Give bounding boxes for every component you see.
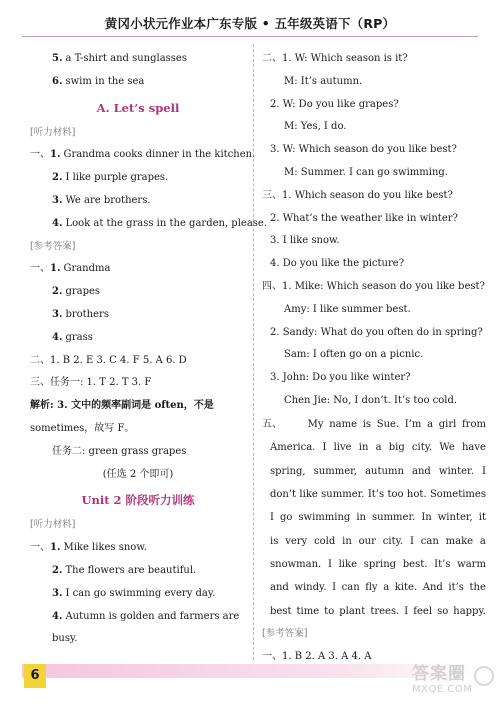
list-item: Sam: I often go on a picnic.: [284, 349, 424, 361]
list-item: M: It’s autumn.: [284, 75, 363, 87]
passage-word: I’m: [404, 418, 422, 430]
passage-row: and windy. I can fly a kite. And it’s the: [270, 582, 486, 594]
list-item: 三、1. Which season do you like best?: [262, 189, 453, 201]
answer-line-part2: 二、1. B 2. E 3. C 4. F 5. A 6. D: [30, 354, 187, 366]
answer-line-part3: 三、任务一: 1. T 2. T 3. F: [30, 377, 152, 389]
list-item: 6. swim in the sea: [52, 75, 145, 87]
page-number: 6: [24, 664, 46, 688]
passage-row: don’t like summer. It’s too hot. Sometimes: [270, 488, 486, 500]
list-item: 一、1. Grandma cooks dinner in the kitchen.: [30, 149, 256, 161]
passage-row: America. I live in a big city. We have: [270, 442, 486, 454]
passage-row: best time to plant trees. I feel so happy.: [270, 605, 486, 617]
list-item: M: Yes, I do.: [284, 121, 347, 133]
passage-word: name: [329, 418, 358, 430]
left-column: [30, 48, 268, 651]
passage-row: I go swimming in summer. In winter, it: [270, 512, 486, 524]
passage-word: from: [461, 418, 486, 430]
list-item: 3. I like snow.: [270, 235, 340, 247]
watermark-circle-icon: [474, 666, 494, 686]
page-header: 黄冈小状元作业本广东专版 • 五年级英语下（RP）: [104, 16, 396, 31]
list-item: 3. I can go swimming every day.: [52, 587, 216, 599]
reading-passage: [262, 413, 486, 624]
list-item: 4. Look at the grass in the garden, please.: [52, 217, 268, 229]
passage-word: My: [307, 418, 324, 430]
answer-line-final: 一、1. B 2. A 3. A 4. A: [262, 651, 372, 663]
list-item: 3. brothers: [52, 308, 109, 320]
tag-reference-answers: [参考答案]: [262, 628, 308, 640]
tag-listening-material: [听力材料]: [30, 126, 76, 138]
list-item: 2. W: Do you like grapes?: [270, 98, 399, 110]
passage-word: girl: [438, 418, 457, 430]
list-item: 一、1. Mike likes snow.: [30, 542, 147, 554]
passage-word: is: [362, 418, 372, 430]
section-title-lets-spell: A. Let’s spell: [96, 100, 180, 115]
passage-row: 五、 My name is Sue. I’m a girl from: [262, 413, 486, 436]
list-item: 4. Do you like the picture?: [270, 258, 405, 270]
section-title-unit2: Unit 2 阶段听力训练: [81, 493, 195, 508]
passage-row: snowman. I like spring best. It’s warm: [270, 559, 486, 571]
watermark-logo: 答案圈 MXQE.COM: [412, 664, 496, 700]
tag-reference-answers: [参考答案]: [30, 240, 76, 252]
list-item: 2. What’s the weather like in winter?: [270, 212, 458, 224]
list-item: 4. Autumn is golden and farmers are: [52, 610, 240, 622]
list-item-continuation: busy.: [52, 633, 78, 645]
list-item: 一、1. Grandma: [30, 263, 111, 275]
list-item: 3. John: Do you like winter?: [270, 372, 411, 384]
list-item: 3. We are brothers.: [52, 194, 151, 206]
task2-note: (任选 2 个即可): [102, 468, 174, 480]
explanation-line: 解析: 3. 文中的频率副词是 often，不是: [30, 400, 214, 412]
list-item: 3. W: Which season do you like best?: [270, 144, 457, 156]
explanation-line: sometimes，故写 F。: [30, 422, 135, 434]
list-item: M: Summer. I can go swimming.: [284, 166, 448, 178]
list-item: 2. The flowers are beautiful.: [52, 564, 197, 576]
passage-word: a: [427, 418, 434, 430]
list-item: 2. grapes: [52, 286, 101, 298]
passage-row: spring, summer, autumn and winter. I: [270, 465, 486, 477]
passage-row: is very cold in our city. I can make a: [270, 535, 486, 547]
list-item: Chen Jie: No, I don’t. It’s too cold.: [284, 394, 458, 406]
list-item: 4. grass: [52, 331, 93, 343]
list-item: Amy: I like summer best.: [284, 303, 411, 315]
header-rule: [22, 36, 478, 37]
column-divider: [253, 44, 254, 660]
right-column: [262, 48, 486, 669]
list-item: 2. Sandy: What do you often do in spring?: [270, 326, 483, 338]
footer-strip: [22, 664, 478, 678]
list-item: 四、1. Mike: Which season do you like best?: [262, 280, 485, 292]
tag-listening-material: [听力材料]: [30, 519, 76, 531]
list-item: 2. I like purple grapes.: [52, 172, 169, 184]
list-item: 二、1. W: Which season is it?: [262, 53, 408, 64]
task2-line: 任务二: green grass grapes: [52, 445, 187, 457]
passage-word: Sue.: [376, 418, 400, 430]
list-item: 5. a T-shirt and sunglasses: [52, 53, 187, 64]
